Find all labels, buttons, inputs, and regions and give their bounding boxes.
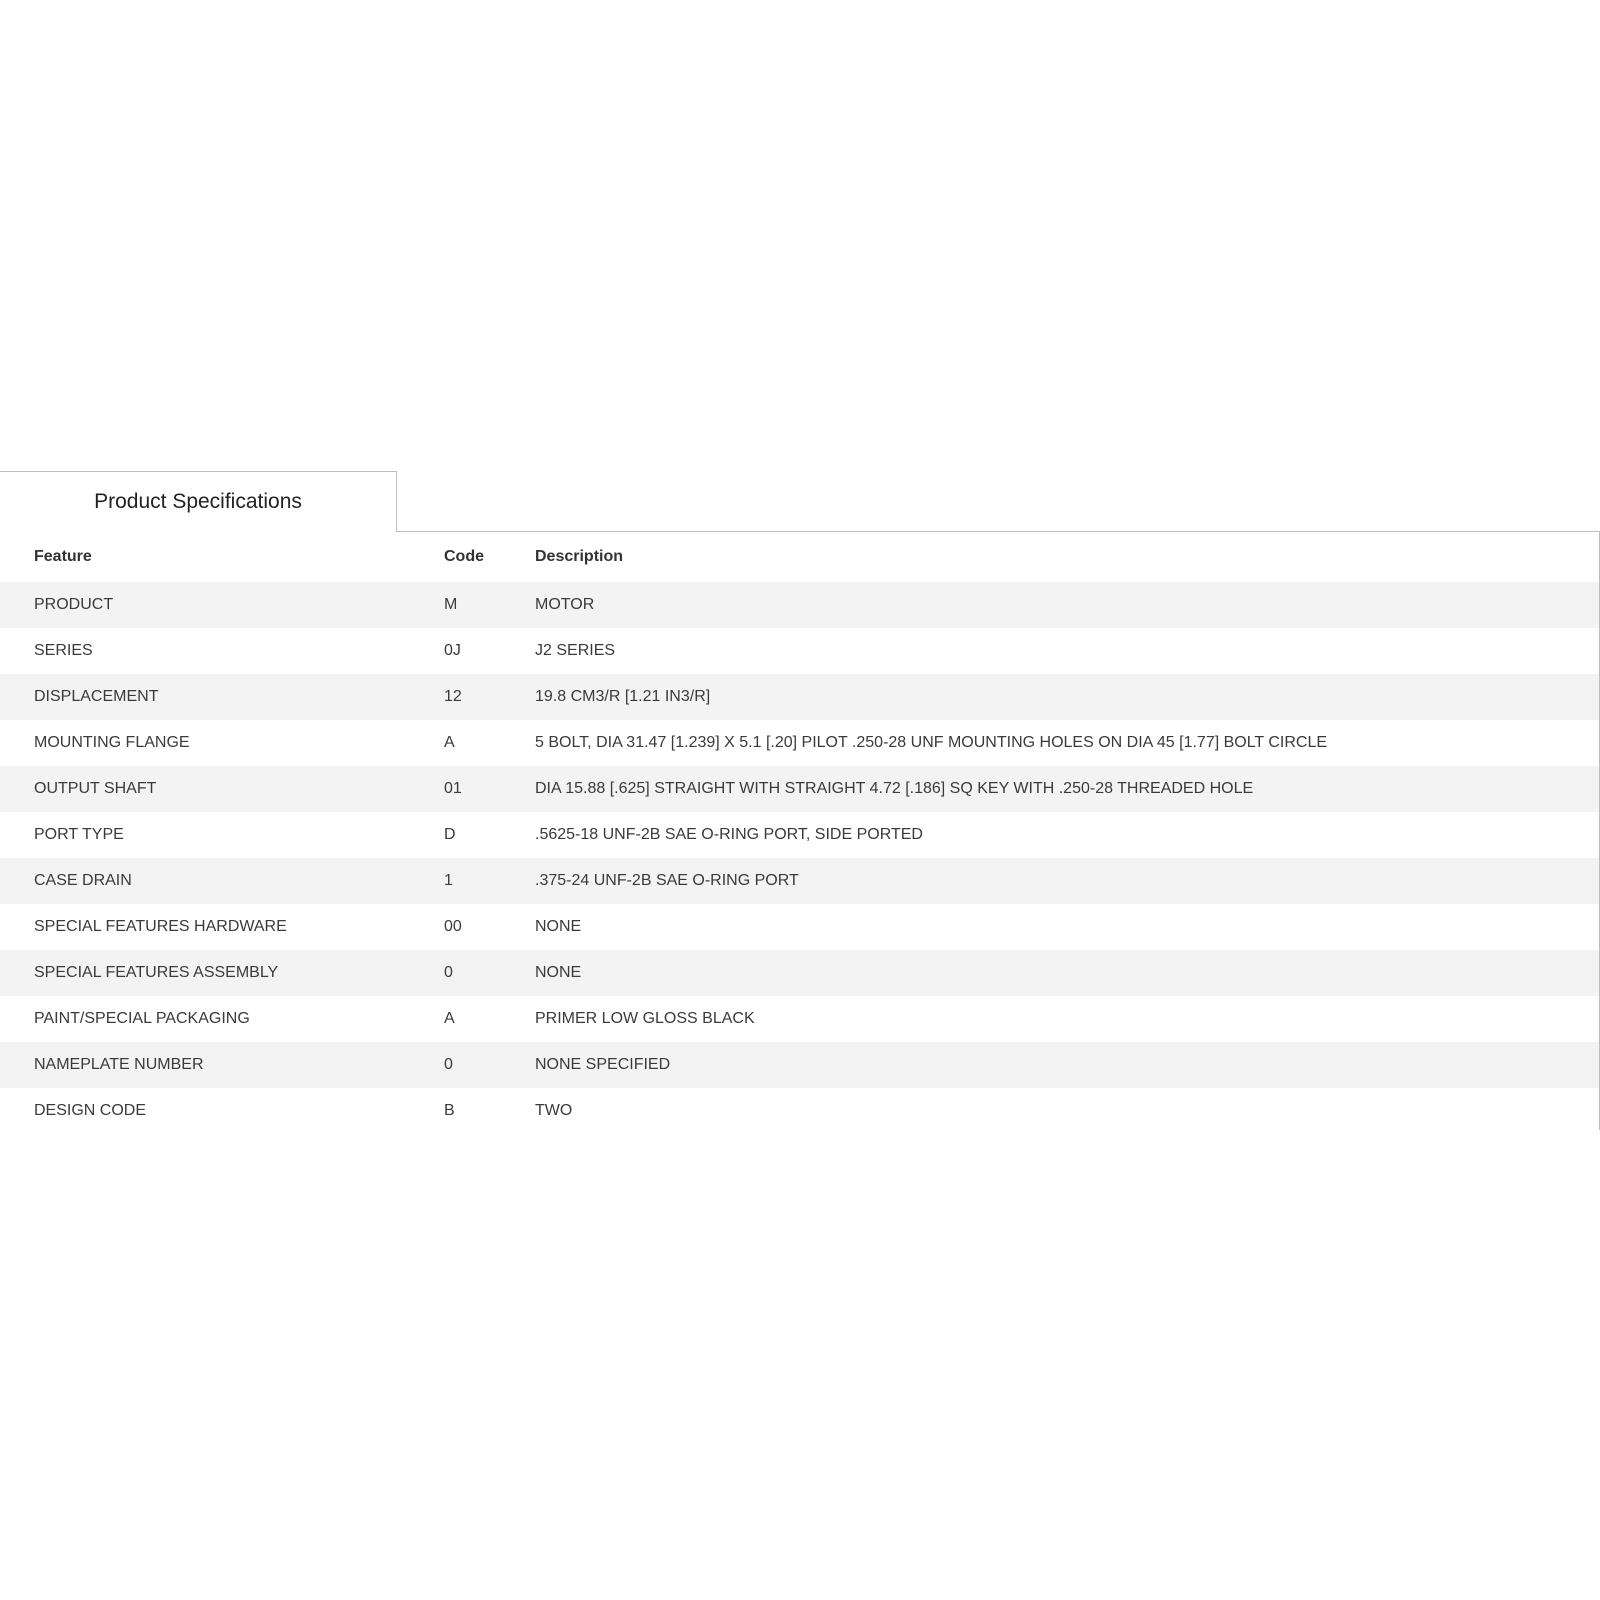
table-row <box>0 628 1599 674</box>
description-cell: DIA 15.88 [.625] STRAIGHT WITH STRAIGHT 4.72 [.186] SQ KEY WITH .250-28 THREADED HOLE <box>535 766 1599 812</box>
description-cell: .375-24 UNF-2B SAE O-RING PORT <box>535 858 1599 904</box>
column-header-code: Code <box>444 548 484 565</box>
feature-cell: CASE DRAIN <box>0 858 444 904</box>
table-row <box>0 582 1599 628</box>
feature-cell: PRODUCT <box>0 582 444 628</box>
description-cell: NONE <box>535 950 1599 996</box>
feature-cell: PORT TYPE <box>34 826 124 843</box>
description-cell: MOTOR <box>535 582 1599 628</box>
feature-cell: PAINT/SPECIAL PACKAGING <box>34 1010 250 1027</box>
table-row <box>0 1042 1599 1088</box>
column-header-description: Description <box>535 548 624 565</box>
code-cell: 12 <box>444 674 535 720</box>
code-cell: M <box>444 582 535 628</box>
feature-cell: SPECIAL FEATURES ASSEMBLY <box>0 950 444 996</box>
specifications-panel <box>0 532 1600 1130</box>
code-cell: 00 <box>444 918 462 935</box>
feature-cell: NAMEPLATE NUMBER <box>0 1042 444 1088</box>
description-cell: .5625-18 UNF-2B SAE O-RING PORT, SIDE PORTED <box>535 826 923 843</box>
description-cell: TWO <box>535 1102 573 1119</box>
table-row <box>0 858 1599 904</box>
feature-cell: DISPLACEMENT <box>0 674 444 720</box>
table-row <box>0 674 1599 720</box>
code-cell: D <box>444 826 456 843</box>
description-cell: NONE <box>535 918 582 935</box>
code-cell: 0 <box>444 950 535 996</box>
table-row <box>0 904 1599 950</box>
table-row <box>0 1088 1599 1134</box>
code-cell: 0 <box>444 1042 535 1088</box>
feature-cell: MOUNTING FLANGE <box>34 734 190 751</box>
column-header-feature: Feature <box>34 548 92 565</box>
description-cell: 5 BOLT, DIA 31.47 [1.239] X 5.1 [.20] PILOT .250-28 UNF MOUNTING HOLES ON DIA 45 [1.77] BOLT CIRCLE <box>535 734 1328 751</box>
code-cell: 1 <box>444 858 535 904</box>
tab-product-specifications[interactable]: Product Specifications <box>0 471 397 532</box>
feature-cell: DESIGN CODE <box>34 1102 147 1119</box>
feature-cell: SPECIAL FEATURES HARDWARE <box>34 918 287 935</box>
table-row <box>0 996 1599 1042</box>
description-cell: J2 SERIES <box>535 642 616 659</box>
description-cell: NONE SPECIFIED <box>535 1042 1599 1088</box>
feature-cell: OUTPUT SHAFT <box>0 766 444 812</box>
code-cell: B <box>444 1102 455 1119</box>
table-row <box>0 720 1599 766</box>
table-row <box>0 950 1599 996</box>
table-header-row <box>0 532 1599 582</box>
code-cell: 01 <box>444 766 535 812</box>
code-cell: A <box>444 734 455 751</box>
tab-strip <box>0 471 1600 532</box>
table-row <box>0 812 1599 858</box>
code-cell: A <box>444 1010 455 1027</box>
description-cell: 19.8 CM3/R [1.21 IN3/R] <box>535 674 1599 720</box>
table-row <box>0 766 1599 812</box>
code-cell: 0J <box>444 642 461 659</box>
specifications-table <box>0 532 1599 1134</box>
description-cell: PRIMER LOW GLOSS BLACK <box>535 1010 755 1027</box>
feature-cell: SERIES <box>34 642 93 659</box>
